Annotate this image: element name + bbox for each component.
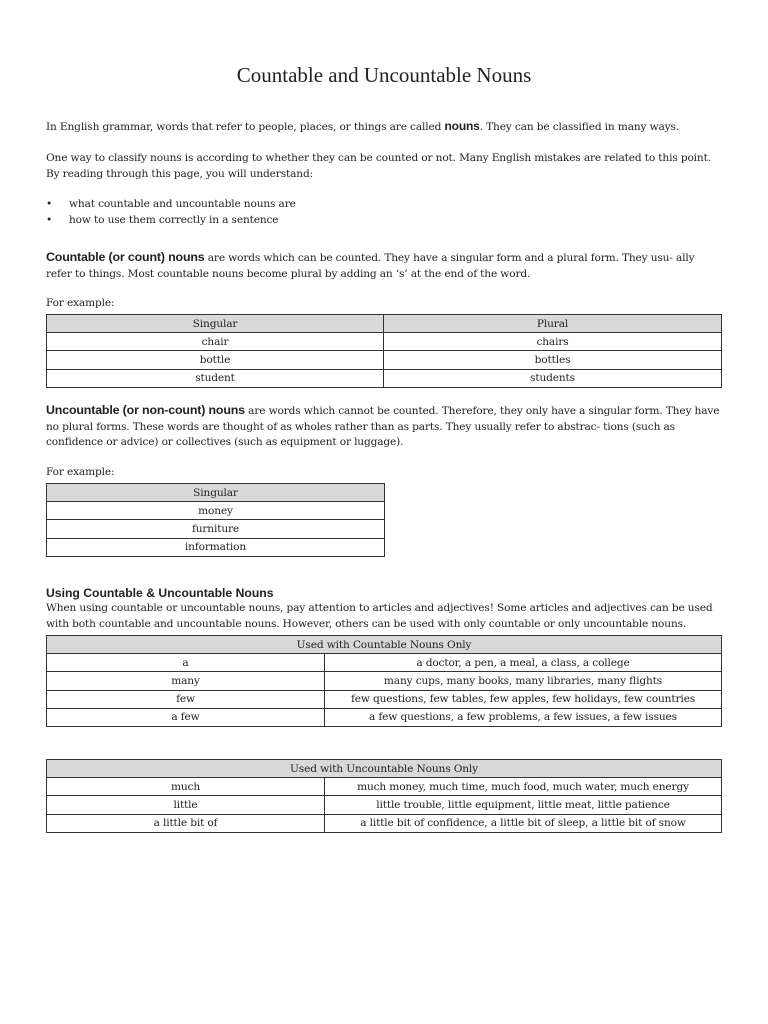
table-cell: information bbox=[47, 538, 385, 556]
table-cell: a few bbox=[47, 708, 325, 726]
table-row bbox=[47, 796, 722, 814]
table-row bbox=[47, 672, 722, 690]
column-header-plural: Plural bbox=[384, 315, 722, 333]
list-item: • how to use them correctly in a sentence bbox=[46, 213, 722, 229]
table-row bbox=[47, 502, 385, 520]
table-cell: few questions, few tables, few apples, few holidays, few countries bbox=[325, 690, 722, 708]
table-row bbox=[47, 351, 722, 369]
table-cell: chairs bbox=[384, 333, 722, 351]
list-item: • what countable and uncountable nouns are bbox=[46, 197, 722, 213]
table-header: Used with Uncountable Nouns Only bbox=[47, 760, 722, 778]
table-cell: many bbox=[47, 672, 325, 690]
intro-keyword: nouns bbox=[444, 119, 480, 133]
table-row bbox=[47, 333, 722, 351]
using-paragraph: When using countable or uncountable nouns, pay attention to articles and adjectives! Some articles and adjectives can be used with both countable and uncountable nouns. However, others can be used with only countable or only uncountable nouns. bbox=[46, 602, 713, 630]
table-cell: a little bit of bbox=[47, 814, 325, 832]
table-cell: much money, much time, much food, much water, much energy bbox=[325, 778, 722, 796]
countable-example-table bbox=[46, 314, 722, 388]
table-header-row bbox=[47, 484, 385, 502]
table-header: Used with Countable Nouns Only bbox=[47, 636, 722, 654]
countable-example-label: For example: bbox=[46, 297, 115, 309]
uncountable-definition: are words which cannot be counted. Therefore, they only have a singular form. They have no plural forms. These words are thought of as wholes rather than as parts. They usually refer to abstrac- tions (such as confidence or advice) or collectives (such as equipment or luggage). bbox=[46, 405, 720, 448]
uncountable-paragraph bbox=[46, 403, 722, 451]
table-row bbox=[47, 814, 722, 832]
table-header-row bbox=[47, 315, 722, 333]
table-cell: little trouble, little equipment, little meat, little patience bbox=[325, 796, 722, 814]
table-cell: a few questions, a few problems, a few issues, a few issues bbox=[325, 708, 722, 726]
table-row bbox=[47, 520, 385, 538]
bullet-icon: • bbox=[46, 213, 53, 226]
table-cell: chair bbox=[47, 333, 384, 351]
uncountable-example-table bbox=[46, 483, 385, 557]
uncountable-example-label: For example: bbox=[46, 466, 115, 478]
table-cell: a doctor, a pen, a meal, a class, a college bbox=[325, 654, 722, 672]
countable-paragraph bbox=[46, 250, 722, 282]
bullet-icon: • bbox=[46, 198, 53, 210]
table-cell: money bbox=[47, 502, 385, 520]
table-cell: few bbox=[47, 690, 325, 708]
intro-paragraph-2: One way to classify nouns is according to whether they can be counted or not. Many English mistakes are related to this point. By reading through this page, you will understand: bbox=[46, 152, 711, 180]
countable-term: Countable (or count) nouns bbox=[46, 250, 205, 264]
uncountable-term: Uncountable (or non-count) nouns bbox=[46, 403, 245, 417]
table-cell: furniture bbox=[47, 520, 385, 538]
table-cell: a bbox=[47, 654, 325, 672]
table-row bbox=[47, 690, 722, 708]
countable-definition: are words which can be counted. They have a singular form and a plural form. They usu- ally refer to things. Most countable nouns become plural by adding an ‘s’ at the end of the word. bbox=[46, 252, 695, 280]
table-row bbox=[47, 654, 722, 672]
intro-text-post: . They can be classified in many ways. bbox=[479, 121, 680, 133]
table-cell: bottle bbox=[47, 351, 384, 369]
page-title: Countable and Uncountable Nouns bbox=[236, 63, 532, 87]
table-header-row bbox=[47, 636, 722, 654]
uncountable-only-table bbox=[46, 759, 722, 833]
table-cell: a little bit of confidence, a little bit of sleep, a little bit of snow bbox=[325, 814, 722, 832]
table-cell: much bbox=[47, 778, 325, 796]
table-header-row bbox=[47, 760, 722, 778]
table-cell: bottles bbox=[384, 351, 722, 369]
table-row bbox=[47, 778, 722, 796]
column-header-singular: Singular bbox=[47, 484, 385, 502]
table-cell: little bbox=[47, 796, 325, 814]
intro-text-pre: In English grammar, words that refer to people, places, or things are called bbox=[46, 121, 445, 133]
intro-paragraph bbox=[46, 119, 722, 136]
table-row bbox=[47, 369, 722, 387]
countable-only-table bbox=[46, 635, 722, 727]
column-header-singular: Singular bbox=[47, 315, 384, 333]
table-cell: many cups, many books, many libraries, many flights bbox=[325, 672, 722, 690]
table-row bbox=[47, 708, 722, 726]
objectives-list bbox=[46, 197, 722, 228]
table-row bbox=[47, 538, 385, 556]
table-cell: students bbox=[384, 369, 722, 387]
table-cell: student bbox=[47, 369, 384, 387]
section-heading-using: Using Countable & Uncountable Nouns bbox=[46, 586, 274, 600]
